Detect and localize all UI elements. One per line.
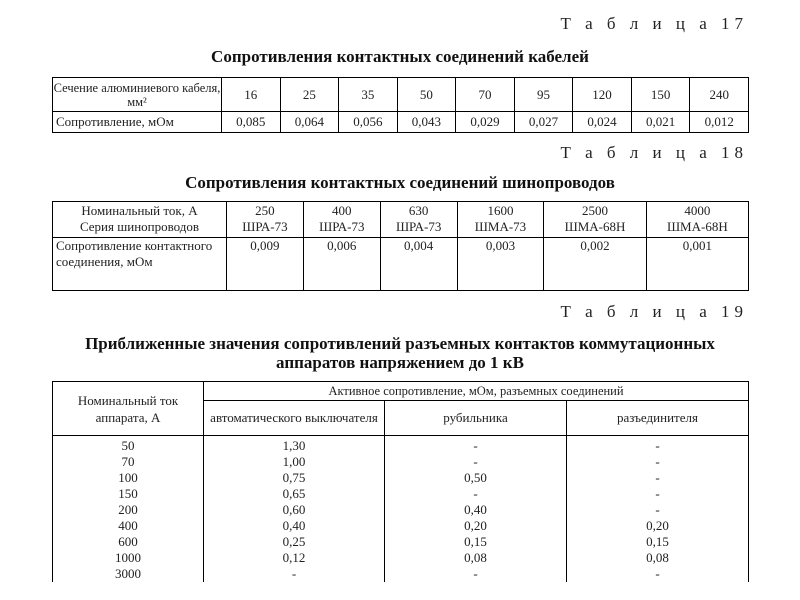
disconnector-cell: -: [567, 502, 749, 518]
current-value: 4000: [684, 203, 711, 218]
disconnector-cell: 0,08: [567, 550, 749, 566]
breaker-header: автоматического выключателя: [204, 401, 385, 436]
disconnector-cell: 0,15: [567, 534, 749, 550]
resistance-cell: 0,003: [457, 238, 544, 291]
switch-cell: -: [385, 436, 567, 455]
breaker-cell: 0,75: [204, 470, 385, 486]
current-cell: 150: [53, 486, 204, 502]
table-19-title-line1: Приближенные значения сопротивлений разъемных контактов коммутационных: [85, 334, 715, 353]
busway-column-header: [544, 202, 646, 238]
section-cell: 16: [222, 78, 281, 112]
table-19-number: Т а б л и ц а 19: [560, 302, 748, 321]
section-cell: 35: [339, 78, 398, 112]
section-label: Сечение алюминиевого кабеля, мм²: [53, 78, 222, 112]
current-header: Номинальный ток аппарата, А: [53, 382, 204, 436]
switch-cell: -: [385, 454, 567, 470]
busway-column-header: [457, 202, 544, 238]
section-cell: 95: [514, 78, 573, 112]
table-19-title-line2: аппаратов напряжением до 1 кВ: [276, 353, 524, 372]
current-cell: 200: [53, 502, 204, 518]
resistance-cell: 0,085: [222, 112, 281, 133]
resistance-cell: 0,021: [631, 112, 690, 133]
table-row: [53, 566, 749, 582]
current-cell: 100: [53, 470, 204, 486]
busway-column-header: [380, 202, 457, 238]
breaker-cell: 1,00: [204, 454, 385, 470]
section-cell: 120: [573, 78, 632, 112]
resistance-cell: 0,002: [544, 238, 646, 291]
resistance-cell: 0,043: [397, 112, 456, 133]
current-cell: 70: [53, 454, 204, 470]
table-17-title: Сопротивления контактных соединений кабелей: [211, 47, 589, 66]
series-label: Серия шинопроводов: [79, 219, 200, 234]
series-value: ШРА-73: [242, 219, 288, 234]
series-value: ШМА-68Н: [564, 219, 626, 234]
series-value: ШРА-73: [395, 219, 442, 234]
group-header: Активное сопротивление, мОм, разъемных соединений: [204, 382, 749, 401]
current-value: 400: [332, 203, 352, 218]
busway-column-header: [227, 202, 304, 238]
resistance-cell: 0,004: [380, 238, 457, 291]
breaker-cell: 0,40: [204, 518, 385, 534]
table-18: [52, 201, 749, 291]
table-17: [52, 77, 749, 133]
table-19: [52, 381, 749, 582]
current-cell: 3000: [53, 566, 204, 582]
switch-cell: -: [385, 566, 567, 582]
current-series-label: [53, 202, 227, 238]
resistance-cell: 0,006: [303, 238, 380, 291]
switch-cell: 0,40: [385, 502, 567, 518]
current-cell: 600: [53, 534, 204, 550]
resistance-label: Сопротивление, мОм: [53, 112, 222, 133]
resistance-cell: 0,064: [280, 112, 339, 133]
resistance-cell: 0,029: [456, 112, 515, 133]
current-value: 2500: [582, 203, 608, 218]
series-value: ШМА-68Н: [666, 219, 728, 234]
busway-column-header: [646, 202, 748, 238]
current-cell: 50: [53, 436, 204, 455]
busway-column-header: [303, 202, 380, 238]
table-row: [53, 550, 749, 566]
resistance-cell: 0,056: [339, 112, 398, 133]
breaker-cell: 1,30: [204, 436, 385, 455]
disconnector-cell: -: [567, 486, 749, 502]
switch-cell: 0,50: [385, 470, 567, 486]
switch-cell: -: [385, 486, 567, 502]
section-cell: 150: [631, 78, 690, 112]
resistance-cell: 0,027: [514, 112, 573, 133]
disconnector-cell: -: [567, 436, 749, 455]
table-row: [53, 534, 749, 550]
section-cell: 25: [280, 78, 339, 112]
breaker-cell: 0,12: [204, 550, 385, 566]
switch-cell: 0,08: [385, 550, 567, 566]
current-label: Номинальный ток, А: [81, 203, 198, 218]
table-row: [53, 454, 749, 470]
switch-cell: 0,20: [385, 518, 567, 534]
disconnector-header: разъединителя: [567, 401, 749, 436]
current-cell: 400: [53, 518, 204, 534]
section-cell: 70: [456, 78, 515, 112]
breaker-cell: -: [204, 566, 385, 582]
disconnector-cell: -: [567, 470, 749, 486]
series-value: ШРА-73: [319, 219, 365, 234]
switch-cell: 0,15: [385, 534, 567, 550]
current-value: 250: [255, 203, 275, 218]
resistance-cell: 0,001: [646, 238, 748, 291]
resistance-cell: 0,024: [573, 112, 632, 133]
resistance-cell: 0,009: [227, 238, 304, 291]
current-value: 1600: [487, 203, 514, 218]
table-row: [53, 486, 749, 502]
current-cell: 1000: [53, 550, 204, 566]
disconnector-cell: -: [567, 454, 749, 470]
switch-header: рубильника: [385, 401, 567, 436]
disconnector-cell: 0,20: [567, 518, 749, 534]
table-row: [53, 518, 749, 534]
table-row: [53, 470, 749, 486]
table-18-number: Т а б л и ц а 18: [560, 143, 748, 162]
table-row: [53, 502, 749, 518]
table-row: [53, 436, 749, 455]
table-18-title: Сопротивления контактных соединений шинопроводов: [185, 173, 615, 192]
section-cell: 240: [690, 78, 749, 112]
table-17-number: Т а б л и ц а 17: [560, 14, 748, 33]
breaker-cell: 0,25: [204, 534, 385, 550]
series-value: ШМА-73: [474, 219, 527, 234]
disconnector-cell: -: [567, 566, 749, 582]
resistance-cell: 0,012: [690, 112, 749, 133]
contact-resistance-label: Сопротивление контактного соединения, мОм: [53, 238, 227, 291]
section-cell: 50: [397, 78, 456, 112]
breaker-cell: 0,60: [204, 502, 385, 518]
current-value: 630: [408, 203, 429, 218]
breaker-cell: 0,65: [204, 486, 385, 502]
